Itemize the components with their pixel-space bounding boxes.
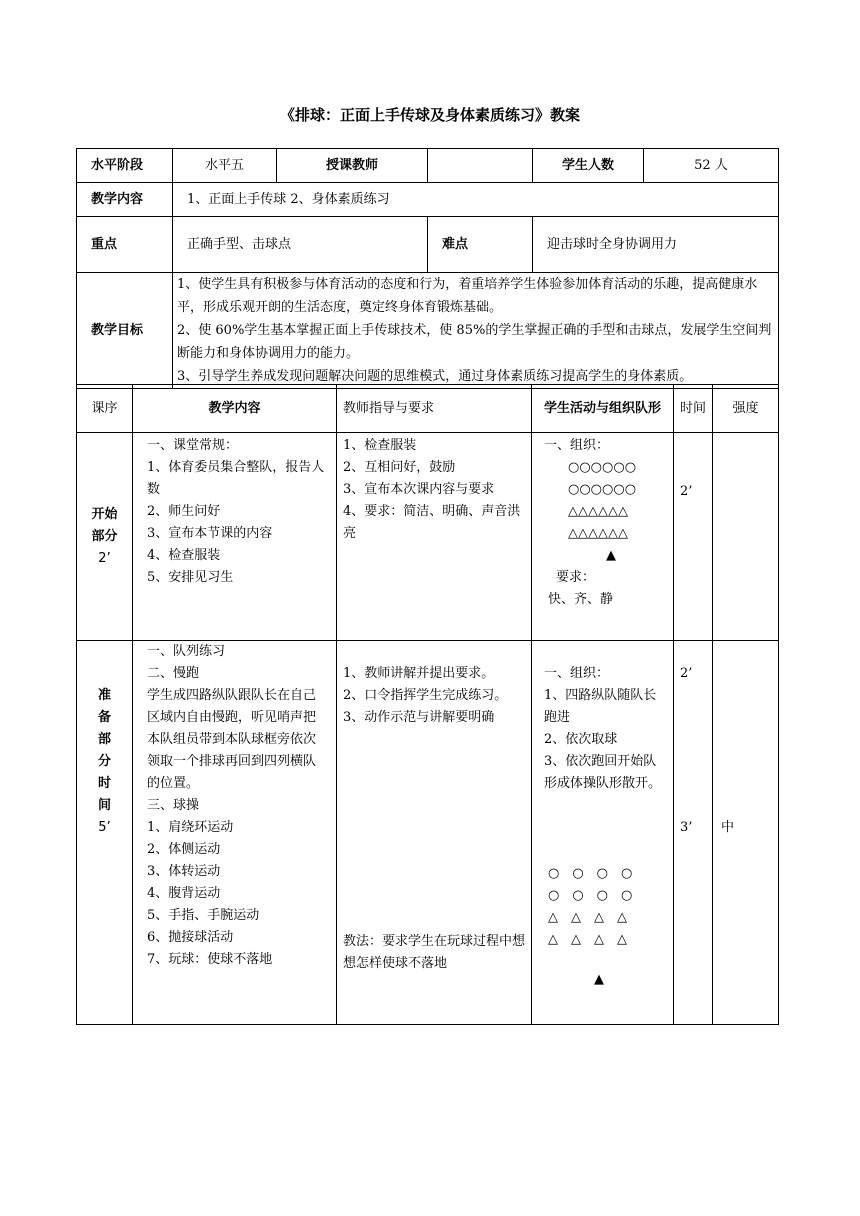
header-guidance: 教师指导与要求 [337,385,532,433]
goal-item: 2、使 60%学生基本掌握正面上手传球技术，使 85%的学生掌握正确的手型和击球点，发展学生空间判断能力和身体协调用力的能力。 [177,323,772,361]
start-intensity [713,433,779,641]
prep-activity: 一、组织： 1、四路纵队随队长跑进 2、依次取球 3、依次跑回开始队形成体操队形散开。 ○ ○ ○ ○ ○ ○ ○ ○ △ △ △ △ △ △ △ △ ▲ [532,641,674,1025]
page-title: 《排球：正面上手传球及身体素质练习》教案 [279,106,580,124]
formation-row: ○ ○ ○ ○ [548,888,633,903]
prep-method: 教法：要求学生在玩球过程中想想怎样使球不落地 [343,934,526,971]
prep-content: 一、队列练习 二、慢跑 学生成四路纵队跟队长在自己区域内自由慢跑，听见哨声把本队组员带到本队球框旁依次领取一个排球再回到四列横队的位置。 三、球操 1、肩绕环运动 2、体侧运动 3、体转运动 4、腹背运动 5、手指、手腕运动 6、抛接球活动 7、玩球：使球不落地 [133,641,337,1025]
teacher-label: 授课教师 [277,149,428,183]
formation-row: △△△△△△ [568,526,628,541]
goal-item: 3、引导学生养成发现问题解决问题的思维模式，通过身体素质练习提高学生的身体素质。 [177,369,693,384]
header-order: 课序 [77,385,133,433]
prep-intensity: 中 [713,641,779,1025]
formation-row: △△△△△△ [568,504,628,519]
start-section-label: 开始 部分 2’ [77,433,133,641]
teacher-value [428,149,533,183]
start-content: 一、课堂常规： 1、体育委员集合整队，报告人数 2、师生问好 3、宣布本节课的内容 4、检查服装 5、安排见习生 [133,433,337,641]
goal-item: 1、使学生具有积极参与体育活动的态度和行为，着重培养学生体验参加体育活动的乐趣，提高健康水平，形成乐观开朗的生活态度，奠定终身体育锻炼基础。 [177,277,758,315]
goals-list [173,273,779,389]
header-activity: 学生活动与组织队形 [532,385,674,433]
content-value: 1、正面上手传球 2、身体素质练习 [173,183,779,217]
formation-row: ○○○○○○ [568,460,637,475]
teacher-marker: ▲ [594,972,604,987]
header-content: 教学内容 [133,385,337,433]
prep-time: 2’ 3’ [674,641,713,1025]
start-activity: 一、组织： ○○○○○○ ○○○○○○ △△△△△△ △△△△△△ ▲ 要求： 快、齐、静 [532,433,674,641]
key-label: 重点 [77,217,173,273]
formation-row: △ △ △ △ [548,910,627,925]
students-value: 52 人 [644,149,779,183]
header-intensity: 强度 [713,385,779,433]
lesson-info-table [76,148,779,389]
prep-section-label: 准 备 部 分 时 间 5’ [77,641,133,1025]
teacher-marker: ▲ [606,548,616,563]
lesson-plan-table [76,384,779,1025]
difficulty-label: 难点 [428,217,533,273]
level-value: 水平五 [173,149,277,183]
header-time: 时间 [674,385,713,433]
key-value: 正确手型、击球点 [173,217,428,273]
students-label: 学生人数 [533,149,644,183]
difficulty-value: 迎击球时全身协调用力 [533,217,779,273]
content-label: 教学内容 [77,183,173,217]
start-guidance: 1、检查服装 2、互相问好，鼓励 3、宣布本次课内容与要求 4、要求：简洁、明确、声音洪亮 [337,433,532,641]
formation-row: △ △ △ △ [548,932,627,947]
formation-row: ○○○○○○ [568,482,637,497]
goals-label: 教学目标 [77,273,173,389]
start-time: 2’ [674,433,713,641]
formation-row: ○ ○ ○ ○ [548,866,633,881]
prep-guidance: 1、教师讲解并提出要求。 2、口令指挥学生完成练习。 3、动作示范与讲解要明确 教法：要求学生在玩球过程中想想怎样使球不落地 [337,641,532,1025]
level-label: 水平阶段 [77,149,173,183]
